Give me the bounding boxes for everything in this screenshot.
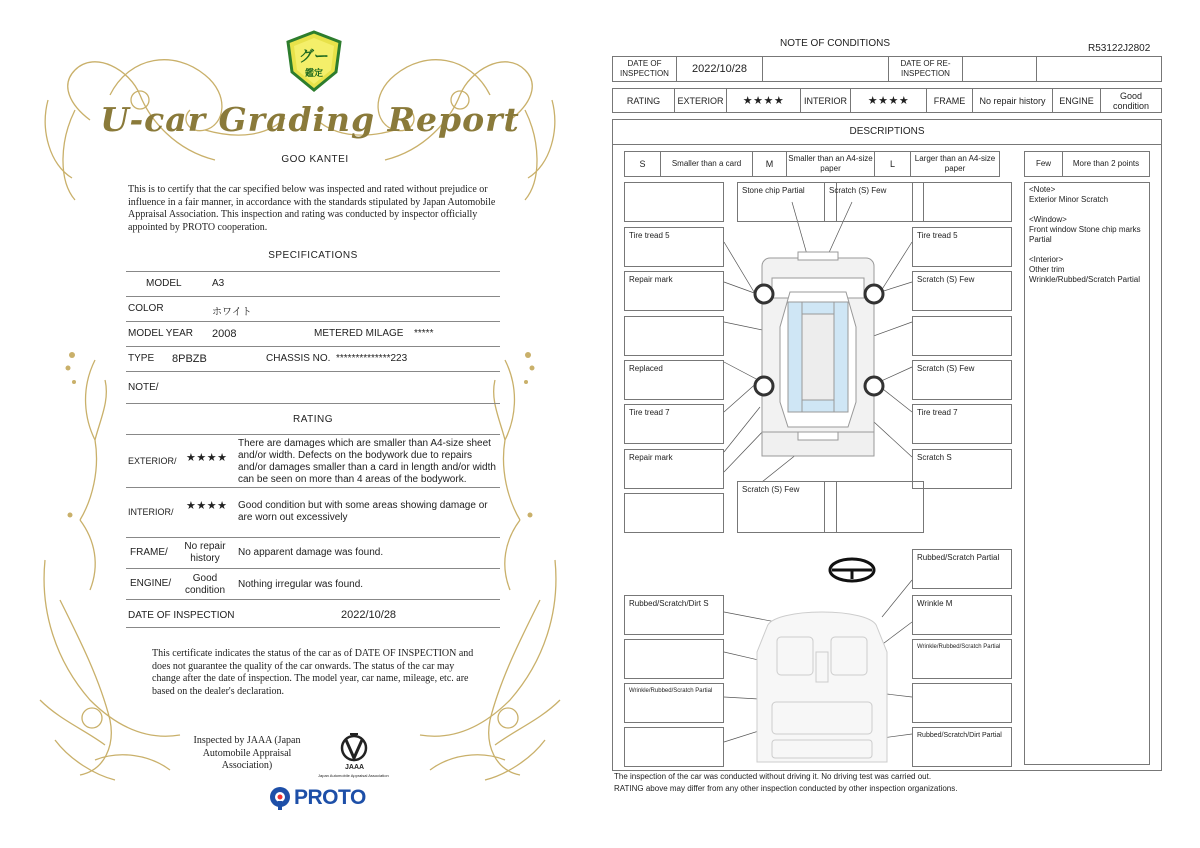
color-row bbox=[126, 297, 500, 322]
interior-condition-box: Wrinkle M bbox=[912, 595, 1012, 635]
condition-box: Stone chip Partial bbox=[737, 182, 837, 222]
re-inspection-label: DATE OF RE-INSPECTION bbox=[889, 57, 963, 81]
legend-few: Few bbox=[1025, 152, 1063, 176]
chassis-label: CHASSIS NO. bbox=[266, 353, 331, 364]
condition-box: Tire tread 7 bbox=[624, 404, 724, 444]
note-row bbox=[126, 372, 500, 404]
chassis-value: **************223 bbox=[336, 353, 408, 364]
inspected-by: Inspected by JAAA (Japan Automobile Appraisal Association) bbox=[193, 735, 301, 771]
engine-rating-row bbox=[126, 569, 500, 600]
legend-m: M bbox=[753, 152, 787, 176]
color-value: ホワイト bbox=[212, 307, 252, 318]
condition-box: Tire tread 5 bbox=[624, 227, 724, 267]
condition-box: Repair mark bbox=[624, 449, 724, 489]
frame-value: No repair history bbox=[973, 89, 1053, 112]
certification-statement: This is to certify that the car specified below was inspected and rated without prejudice or influence in a fair manner, in accordance with the standards stipulated by Japan Automobile Appraisal Association. This inspection and rating was conducted by inspector officially appointed by PROTO cooperation. bbox=[128, 184, 496, 233]
type-row bbox=[126, 347, 500, 372]
condition-box bbox=[912, 316, 1012, 356]
legend-l-text: Larger than an A4-size paper bbox=[914, 154, 996, 173]
interior-rating-row bbox=[126, 488, 500, 538]
frame-label: FRAME bbox=[927, 89, 973, 112]
rating-heading: RATING bbox=[292, 414, 334, 425]
interior-text: Other trim Wrinkle/Rubbed/Scratch Partial bbox=[1029, 265, 1141, 284]
rating-header bbox=[612, 88, 1162, 113]
model-label: MODEL bbox=[146, 278, 182, 289]
notes-column bbox=[1024, 182, 1150, 765]
mileage-value: ***** bbox=[414, 328, 434, 339]
legend-s-text: Smaller than a card bbox=[661, 152, 753, 176]
condition-box: Replaced bbox=[624, 360, 724, 400]
interior-condition-box: Wrinkle/Rubbed/Scratch Partial bbox=[912, 639, 1012, 679]
report-subtitle: GOO KANTEI bbox=[281, 154, 349, 165]
interior-stars: ★★★★ bbox=[186, 499, 228, 512]
descriptions-heading: DESCRIPTIONS bbox=[849, 126, 925, 137]
model-row bbox=[126, 271, 500, 297]
footer-note-2: RATING above may differ from any other inspection conducted by other inspection organizations. bbox=[614, 784, 958, 793]
certificate-disclaimer: This certificate indicates the status of the car as of DATE OF INSPECTION and does not guarantee the quality of the car onwards. The status of the car may change after the date of inspection. The model year, car name, mileage, etc. are based on the dealer's declaration. bbox=[152, 648, 474, 697]
interior-condition-box: Rubbed/Scratch Partial bbox=[912, 549, 1012, 589]
inspection-date-label: DATE OF INSPECTION bbox=[128, 610, 235, 621]
jaaa-full-name: Japan Automobile Appraisal Association bbox=[318, 773, 389, 778]
condition-box: Tire tread 5 bbox=[912, 227, 1012, 267]
date-spacer bbox=[763, 57, 889, 81]
condition-box: Tire tread 7 bbox=[912, 404, 1012, 444]
legend-few-text: More than 2 points bbox=[1072, 159, 1140, 168]
footer-note-1: The inspection of the car was conducted without driving it. No driving test was carried out. bbox=[614, 772, 932, 781]
frame-label: FRAME/ bbox=[130, 547, 168, 558]
type-value: 8PBZB bbox=[172, 353, 207, 365]
engine-label: ENGINE/ bbox=[130, 578, 172, 589]
interior-description: Good condition but with some areas showing damage or are worn out excessively bbox=[238, 500, 488, 523]
re-inspection-value bbox=[963, 57, 1037, 81]
model-year-label: MODEL YEAR bbox=[128, 328, 194, 339]
window-heading: <Window> bbox=[1029, 215, 1067, 224]
condition-box: Scratch (S) Few bbox=[737, 481, 837, 533]
date-of-inspection-value: 2022/10/28 bbox=[677, 57, 763, 81]
descriptions-divider bbox=[612, 144, 1162, 145]
interior-label: INTERIOR/ bbox=[128, 507, 174, 517]
svg-text:鑑定: 鑑定 bbox=[304, 69, 324, 79]
exterior-description: There are damages which are smaller than A4-size sheet and/or width. Defects on the bodywork due to repairs and/or damages smaller than a card in length and/or width can be seen on more than 4 areas of the bodywork. bbox=[238, 438, 496, 485]
goo-kantei-badge-icon bbox=[286, 30, 342, 92]
interior-condition-box: Rubbed/Scratch/Dirt S bbox=[624, 595, 724, 635]
inspection-date-header bbox=[612, 56, 1162, 82]
legend-m-text: Smaller than an A4-size paper bbox=[787, 152, 875, 176]
re-inspection-extra bbox=[1037, 57, 1161, 81]
note-text: Exterior Minor Scratch bbox=[1029, 195, 1109, 204]
inspection-date-row bbox=[126, 600, 500, 628]
interior-condition-box bbox=[912, 683, 1012, 723]
frame-value: No repair history bbox=[184, 541, 226, 564]
conditions-title: NOTE OF CONDITIONS bbox=[780, 38, 890, 49]
color-label: COLOR bbox=[128, 303, 164, 314]
size-legend bbox=[624, 151, 1000, 177]
exterior-stars: ★★★★ bbox=[186, 451, 228, 464]
specifications-heading: SPECIFICATIONS bbox=[268, 250, 358, 261]
date-of-inspection-label: DATE OF INSPECTION bbox=[613, 57, 677, 81]
exterior-label: EXTERIOR/ bbox=[128, 456, 177, 466]
rating-label: RATING bbox=[613, 89, 675, 112]
condition-box bbox=[624, 316, 724, 356]
engine-value: Good condition bbox=[184, 573, 226, 596]
note-heading: <Note> bbox=[1029, 185, 1056, 194]
interior-condition-box: Wrinkle/Rubbed/Scratch Partial bbox=[624, 683, 724, 723]
legend-l: L bbox=[875, 152, 911, 176]
note-of-conditions bbox=[600, 0, 1200, 848]
type-label: TYPE bbox=[128, 353, 155, 364]
window-text: Front window Stone chip marks Partial bbox=[1029, 225, 1141, 244]
condition-box bbox=[912, 182, 1012, 222]
report-title: U-car Grading Report bbox=[100, 100, 520, 139]
mileage-label: METERED MILAGE bbox=[314, 328, 404, 339]
exterior-label: EXTERIOR bbox=[675, 89, 727, 112]
condition-box: Scratch (S) Few bbox=[824, 182, 924, 222]
engine-value: Good condition bbox=[1112, 90, 1150, 111]
exterior-rating-row bbox=[126, 434, 500, 488]
report-id: R53122J2802 bbox=[1088, 43, 1151, 54]
interior-condition-box: Rubbed/Scratch/Dirt Partial bbox=[912, 727, 1012, 767]
proto-brand: PROTO bbox=[294, 786, 366, 809]
condition-box: Scratch (S) Few bbox=[912, 360, 1012, 400]
condition-box bbox=[824, 481, 924, 533]
engine-label: ENGINE bbox=[1053, 89, 1101, 112]
exterior-stars: ★★★★ bbox=[727, 89, 801, 112]
engine-description: Nothing irregular was found. bbox=[238, 579, 364, 590]
model-value: A3 bbox=[212, 278, 225, 289]
interior-condition-box bbox=[624, 639, 724, 679]
condition-box: Scratch S bbox=[912, 449, 1012, 489]
condition-box: Repair mark bbox=[624, 271, 724, 311]
interior-condition-box bbox=[624, 727, 724, 767]
model-year-row bbox=[126, 322, 500, 347]
svg-text:グー: グー bbox=[298, 47, 330, 65]
frame-description: No apparent damage was found. bbox=[238, 547, 384, 558]
proto-logo-icon bbox=[268, 786, 292, 810]
condition-box bbox=[624, 493, 724, 533]
frame-rating-row bbox=[126, 538, 500, 569]
few-legend bbox=[1024, 151, 1150, 177]
note-label: NOTE/ bbox=[128, 382, 159, 393]
inspection-date-value: 2022/10/28 bbox=[341, 609, 397, 621]
condition-box bbox=[624, 182, 724, 222]
condition-box: Scratch (S) Few bbox=[912, 271, 1012, 311]
model-year-value: 2008 bbox=[212, 328, 237, 340]
jaaa-label: JAAA bbox=[345, 764, 365, 771]
interior-stars: ★★★★ bbox=[851, 89, 927, 112]
interior-label: INTERIOR bbox=[801, 89, 851, 112]
legend-s: S bbox=[625, 152, 661, 176]
interior-heading: <Interior> bbox=[1029, 255, 1064, 264]
